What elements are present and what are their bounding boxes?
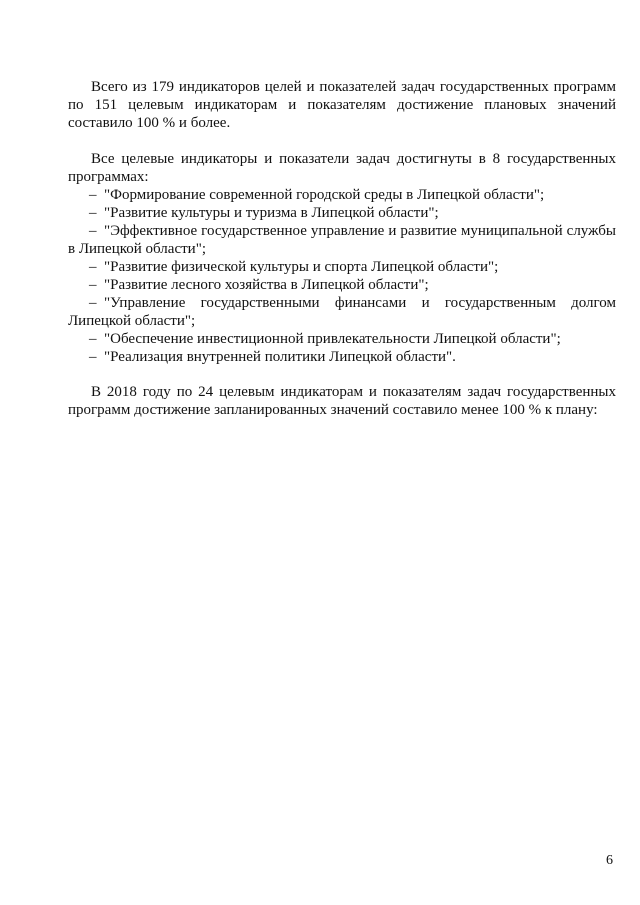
list-item <box>68 222 616 258</box>
paragraph-achieved-programs: Все целевые индикаторы и показатели задач достигнуты в 8 государственных программах: <box>68 151 616 185</box>
list-item <box>68 204 616 222</box>
list-dash: – <box>89 331 97 347</box>
list-dash: – <box>89 223 97 239</box>
paragraph-indicators-total: Всего из 179 индикаторов целей и показателей задач государственных программ по 151 целевым индикаторам и показателям достижение плановых значений составило 100 % и более. <box>68 79 616 131</box>
list-item-text: "Развитие лесного хозяйства в Липецкой области"; <box>104 277 429 293</box>
list-item <box>68 330 616 348</box>
list-item <box>68 258 616 276</box>
paragraph-below-plan: В 2018 году по 24 целевым индикаторам и показателям задач государственных программ достижение запланированных значений составило менее 100 % к плану: <box>68 384 616 418</box>
list-item-text: "Эффективное государственное управление и развитие муниципальной службы в Липецкой области"; <box>68 223 616 257</box>
list-item-text: "Развитие физической культуры и спорта Липецкой области"; <box>104 259 499 275</box>
list-item-text: "Формирование современной городской среды в Липецкой области"; <box>104 187 545 203</box>
list-item <box>68 348 616 366</box>
list-item <box>68 186 616 204</box>
program-list <box>68 186 616 366</box>
list-dash: – <box>89 187 97 203</box>
page-number: 6 <box>606 853 613 868</box>
list-dash: – <box>89 259 97 275</box>
list-dash: – <box>89 349 97 365</box>
list-item-text: "Управление государственными финансами и государственным долгом Липецкой области"; <box>68 295 616 329</box>
list-item <box>68 294 616 330</box>
list-item-text: "Реализация внутренней политики Липецкой области". <box>104 349 456 365</box>
list-dash: – <box>89 295 97 311</box>
list-dash: – <box>89 277 97 293</box>
list-item-text: "Обеспечение инвестиционной привлекательности Липецкой области"; <box>104 331 561 347</box>
list-item <box>68 276 616 294</box>
list-dash: – <box>89 205 97 221</box>
list-item-text: "Развитие культуры и туризма в Липецкой области"; <box>104 205 439 221</box>
